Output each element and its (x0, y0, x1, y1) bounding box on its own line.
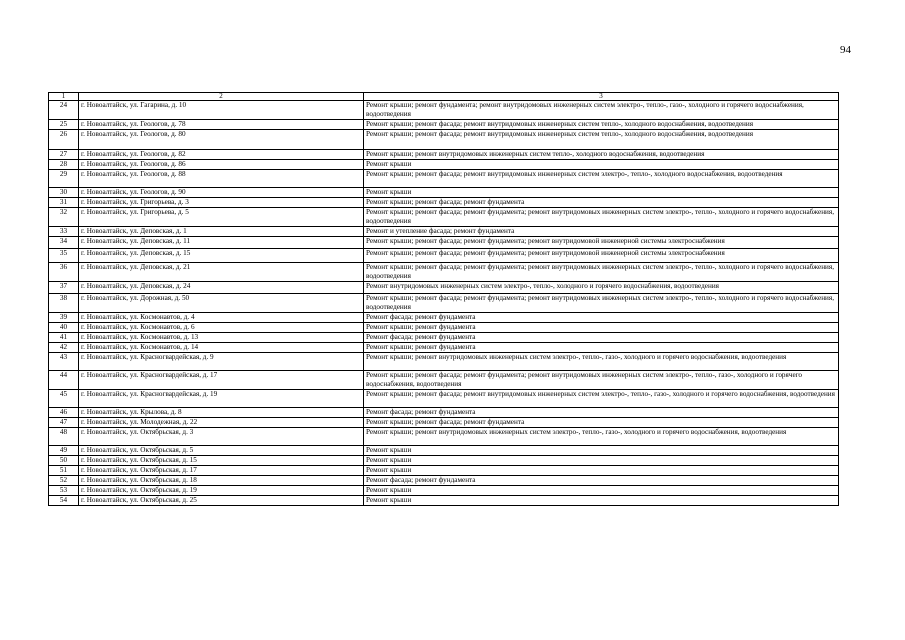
row-number: 48 (49, 428, 79, 446)
row-number: 35 (49, 249, 79, 263)
row-works: Ремонт крыши (364, 496, 839, 506)
row-works: Ремонт крыши; ремонт фасада; ремонт внутридомовых инженерных систем электро-, тепло-, газо-, холодного и горячего водоснабжения, водоотведения (364, 390, 839, 408)
table-row (49, 237, 839, 249)
row-address: г. Новоалтайск, ул. Дорожная, д. 50 (79, 294, 364, 313)
row-address: г. Новоалтайск, ул. Красногвардейская, д. 19 (79, 390, 364, 408)
row-number: 49 (49, 446, 79, 456)
row-number: 51 (49, 466, 79, 476)
row-works: Ремонт крыши (364, 456, 839, 466)
row-works: Ремонт крыши; ремонт внутридомовых инженерных систем электро-, тепло-, газо-, холодного и горячего водоснабжения, водоотведения (364, 428, 839, 446)
row-address: г. Новоалтайск, ул. Красногвардейская, д. 17 (79, 371, 364, 390)
table-row (49, 294, 839, 313)
row-works: Ремонт фасада; ремонт фундамента (364, 476, 839, 486)
row-number: 40 (49, 323, 79, 333)
table-row (49, 496, 839, 506)
table-row (49, 390, 839, 408)
row-number: 54 (49, 496, 79, 506)
row-address: г. Новоалтайск, ул. Молодежная, д. 22 (79, 418, 364, 428)
table-row (49, 198, 839, 208)
column-number-3: 3 (364, 93, 839, 101)
row-address: г. Новоалтайск, ул. Космонавтов, д. 6 (79, 323, 364, 333)
row-works: Ремонт крыши; ремонт фасада; ремонт внутридомовых инженерных систем тепло-, холодного водоснабжения, водоотведения (364, 120, 839, 130)
row-number: 34 (49, 237, 79, 249)
row-works: Ремонт и утепление фасада; ремонт фундамента (364, 227, 839, 237)
row-address: г. Новоалтайск, ул. Деповская, д. 21 (79, 263, 364, 282)
row-works: Ремонт крыши; ремонт фундамента; ремонт внутридомовых инженерных систем электро-, тепло-, газо-, холодного и горячего водоснабжения, водоотведения (364, 101, 839, 120)
table-row (49, 313, 839, 323)
row-number: 41 (49, 333, 79, 343)
table-row (49, 282, 839, 294)
row-works: Ремонт крыши; ремонт фасада; ремонт внутридомовых инженерных систем тепло-, холодного водоснабжения, водоотведения (364, 130, 839, 150)
row-address: г. Новоалтайск, ул. Гагарина, д. 10 (79, 101, 364, 120)
row-address: г. Новоалтайск, ул. Геологов, д. 86 (79, 160, 364, 170)
table-row (49, 323, 839, 333)
row-number: 38 (49, 294, 79, 313)
row-works: Ремонт крыши; ремонт фасада; ремонт фундамента; ремонт внутридомовых инженерных систем электро-, тепло-, холодного и горячего водоснабжения, водоотведения (364, 208, 839, 227)
table-row (49, 101, 839, 120)
row-works: Ремонт крыши (364, 466, 839, 476)
row-works: Ремонт фасада; ремонт фундамента (364, 313, 839, 323)
page-number: 94 (840, 44, 851, 56)
table-row (49, 249, 839, 263)
column-number-row (49, 93, 839, 101)
table-row (49, 208, 839, 227)
table-row (49, 408, 839, 418)
row-number: 37 (49, 282, 79, 294)
row-number: 25 (49, 120, 79, 130)
row-address: г. Новоалтайск, ул. Деповская, д. 11 (79, 237, 364, 249)
row-works: Ремонт крыши; ремонт фасада; ремонт фундамента; ремонт внутридомовых инженерных систем электро-, тепло-, газо-, холодного и горячего водоснабжения, водоотведения (364, 371, 839, 390)
row-number: 42 (49, 343, 79, 353)
row-works: Ремонт крыши; ремонт фасада; ремонт фундамента (364, 198, 839, 208)
row-number: 46 (49, 408, 79, 418)
table-row (49, 486, 839, 496)
row-works: Ремонт крыши; ремонт внутридомовых инженерных систем электро-, тепло-, газо-, холодного и горячего водоснабжения, водоотведения (364, 353, 839, 371)
table-row (49, 371, 839, 390)
table-row (49, 333, 839, 343)
table-row (49, 466, 839, 476)
column-number-2: 2 (79, 93, 364, 101)
row-works: Ремонт крыши (364, 446, 839, 456)
table-row (49, 476, 839, 486)
row-works: Ремонт крыши; ремонт фасада; ремонт фундамента; ремонт внутридомовой инженерной системы электроснабжения (364, 237, 839, 249)
row-works: Ремонт фасада; ремонт фундамента (364, 408, 839, 418)
row-address: г. Новоалтайск, ул. Октябрьская, д. 19 (79, 486, 364, 496)
row-address: г. Новоалтайск, ул. Октябрьская, д. 17 (79, 466, 364, 476)
row-works: Ремонт крыши (364, 160, 839, 170)
row-address: г. Новоалтайск, ул. Деповская, д. 24 (79, 282, 364, 294)
row-address: г. Новоалтайск, ул. Красногвардейская, д. 9 (79, 353, 364, 371)
row-number: 52 (49, 476, 79, 486)
row-number: 39 (49, 313, 79, 323)
row-address: г. Новоалтайск, ул. Геологов, д. 88 (79, 170, 364, 188)
row-address: г. Новоалтайск, ул. Григорьева, д. 5 (79, 208, 364, 227)
row-number: 53 (49, 486, 79, 496)
row-works: Ремонт крыши; ремонт фундамента (364, 343, 839, 353)
row-number: 47 (49, 418, 79, 428)
row-works: Ремонт крыши; ремонт фасада; ремонт внутридомовых инженерных систем электро-, тепло-, холодного водоснабжения, водоотведения (364, 170, 839, 188)
table-row (49, 446, 839, 456)
table-row (49, 170, 839, 188)
row-works: Ремонт крыши; ремонт фасада; ремонт фундамента; ремонт внутридомовых инженерных систем электро-, тепло-, холодного и горячего водоснабжения, водоотведения (364, 294, 839, 313)
row-address: г. Новоалтайск, ул. Октябрьская, д. 25 (79, 496, 364, 506)
row-works: Ремонт крыши; ремонт фасада; ремонт фундамента; ремонт внутридомовой инженерной системы электроснабжения (364, 249, 839, 263)
row-address: г. Новоалтайск, ул. Космонавтов, д. 4 (79, 313, 364, 323)
row-address: г. Новоалтайск, ул. Деповская, д. 1 (79, 227, 364, 237)
row-works: Ремонт фасада; ремонт фундамента (364, 333, 839, 343)
row-address: г. Новоалтайск, ул. Октябрьская, д. 15 (79, 456, 364, 466)
row-address: г. Новоалтайск, ул. Геологов, д. 82 (79, 150, 364, 160)
row-address: г. Новоалтайск, ул. Октябрьская, д. 5 (79, 446, 364, 456)
row-number: 27 (49, 150, 79, 160)
table-row (49, 428, 839, 446)
row-number: 50 (49, 456, 79, 466)
row-address: г. Новоалтайск, ул. Октябрьская, д. 3 (79, 428, 364, 446)
row-address: г. Новоалтайск, ул. Григорьева, д. 3 (79, 198, 364, 208)
row-number: 28 (49, 160, 79, 170)
row-number: 45 (49, 390, 79, 408)
row-number: 29 (49, 170, 79, 188)
table-row (49, 150, 839, 160)
row-address: г. Новоалтайск, ул. Геологов, д. 90 (79, 188, 364, 198)
row-works: Ремонт крыши; ремонт внутридомовых инженерных систем тепло-, холодного водоснабжения, водоотведения (364, 150, 839, 160)
row-works: Ремонт крыши; ремонт фасада; ремонт фундамента (364, 418, 839, 428)
table-row (49, 120, 839, 130)
table-row (49, 188, 839, 198)
row-number: 33 (49, 227, 79, 237)
row-number: 32 (49, 208, 79, 227)
row-number: 43 (49, 353, 79, 371)
table-row (49, 227, 839, 237)
repair-table (48, 92, 839, 506)
row-address: г. Новоалтайск, ул. Космонавтов, д. 13 (79, 333, 364, 343)
row-address: г. Новоалтайск, ул. Геологов, д. 78 (79, 120, 364, 130)
row-number: 24 (49, 101, 79, 120)
row-works: Ремонт крыши (364, 188, 839, 198)
column-number-1: 1 (49, 93, 79, 101)
row-address: г. Новоалтайск, ул. Геологов, д. 80 (79, 130, 364, 150)
row-number: 30 (49, 188, 79, 198)
row-address: г. Новоалтайск, ул. Космонавтов, д. 14 (79, 343, 364, 353)
row-works: Ремонт внутридомовых инженерных систем электро-, тепло-, холодного и горячего водоснабжения, водоотведения (364, 282, 839, 294)
row-address: г. Новоалтайск, ул. Деповская, д. 15 (79, 249, 364, 263)
row-number: 31 (49, 198, 79, 208)
table-row (49, 343, 839, 353)
table-row (49, 263, 839, 282)
table-row (49, 418, 839, 428)
row-address: г. Новоалтайск, ул. Крылова, д. 8 (79, 408, 364, 418)
row-works: Ремонт крыши; ремонт фундамента (364, 323, 839, 333)
row-works: Ремонт крыши; ремонт фасада; ремонт фундамента; ремонт внутридомовых инженерных систем электро-, тепло-, холодного и горячего водоснабжения, водоотведения (364, 263, 839, 282)
row-number: 44 (49, 371, 79, 390)
row-number: 36 (49, 263, 79, 282)
table-row (49, 160, 839, 170)
row-works: Ремонт крыши (364, 486, 839, 496)
row-address: г. Новоалтайск, ул. Октябрьская, д. 18 (79, 476, 364, 486)
table-row (49, 130, 839, 150)
table-row (49, 456, 839, 466)
row-number: 26 (49, 130, 79, 150)
table-row (49, 353, 839, 371)
